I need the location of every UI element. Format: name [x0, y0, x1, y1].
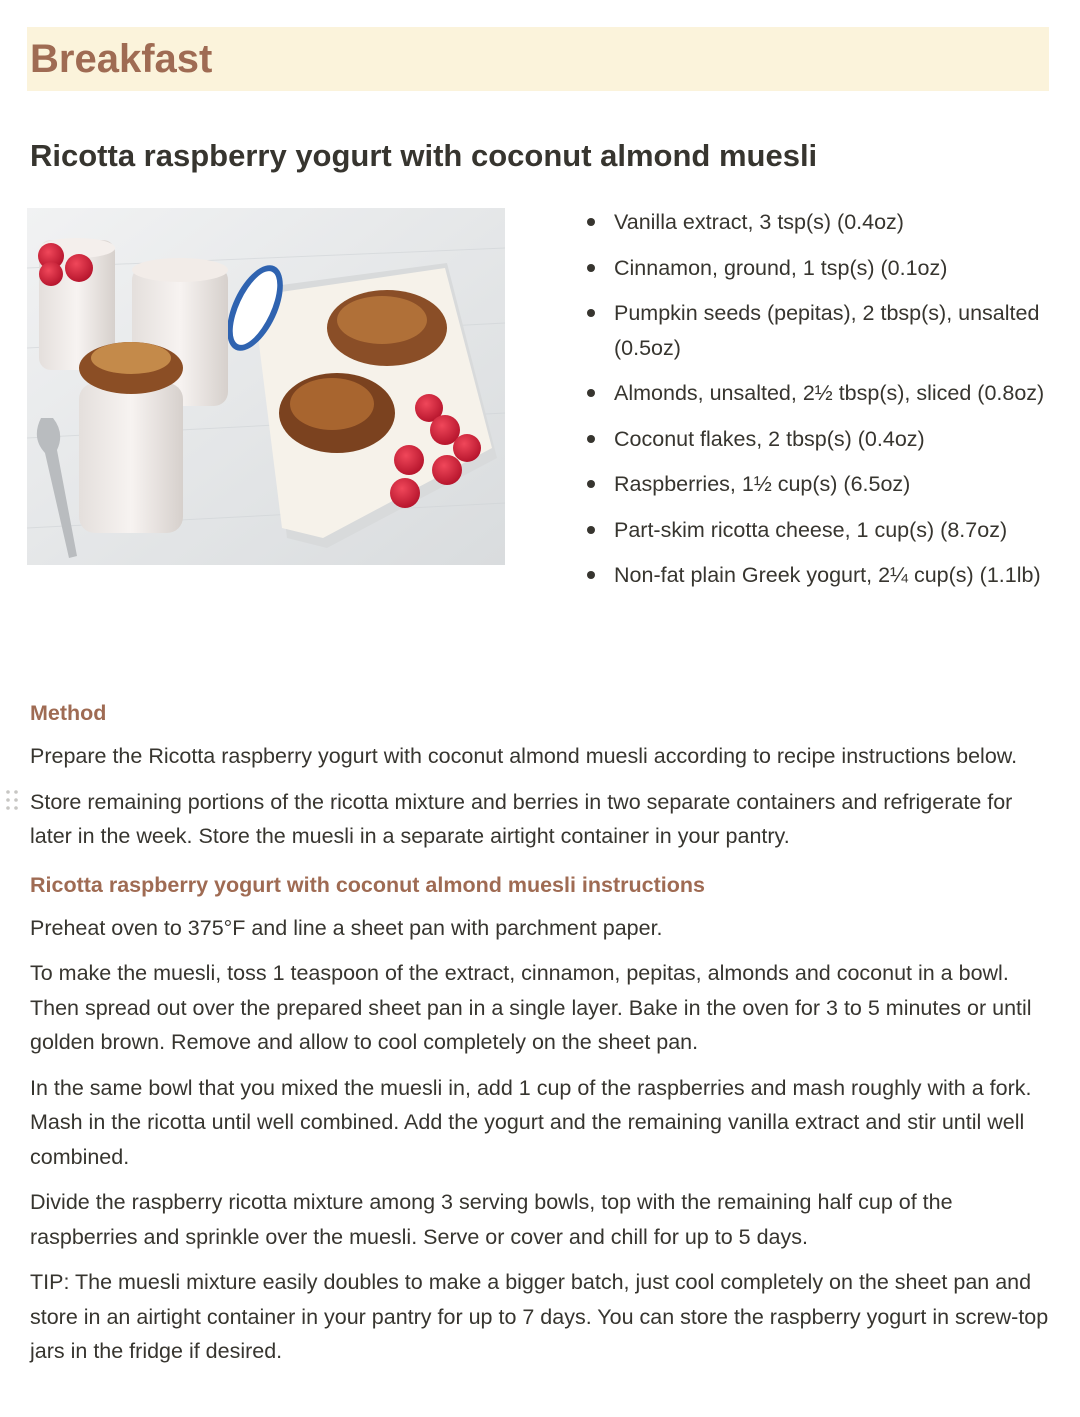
ingredients-list — [590, 205, 1060, 604]
recipe-photo[interactable] — [27, 208, 505, 565]
instruction-paragraph[interactable]: TIP: The muesli mixture easily doubles to make a bigger batch, just cool completely on the sheet pan and store in an airtight container in your pantry for up to 7 days. You can store the raspberry yogurt in screw-top jars in the fridge if desired. — [30, 1270, 1049, 1363]
page-banner — [27, 27, 1049, 91]
ingredient-item: Coconut flakes, 2 tbsp(s) (0.4oz) — [590, 422, 1060, 457]
method-paragraph: Store remaining portions of the ricotta mixture and berries in two separate containers and refrigerate for later in the week. Store the muesli in a separate airtight container in your pantry. — [30, 789, 1013, 848]
page-title: Breakfast — [30, 37, 213, 81]
ingredient-item: Part-skim ricotta cheese, 1 cup(s) (8.7oz) — [590, 513, 1060, 548]
drag-handle-icon[interactable] — [5, 789, 19, 811]
ingredient-item: Cinnamon, ground, 1 tsp(s) (0.1oz) — [590, 251, 1060, 286]
instruction-paragraph[interactable]: In the same bowl that you mixed the muesli in, add 1 cup of the raspberries and mash roughly with a fork. Mash in the ricotta until well combined. Add the yogurt and the remaining vanilla extract and stir until well combined. — [30, 1075, 1032, 1169]
recipe-content — [30, 693, 1050, 1380]
recipe-title: Ricotta raspberry yogurt with coconut almond muesli — [30, 138, 818, 173]
instruction-paragraph[interactable]: To make the muesli, toss 1 teaspoon of the extract, cinnamon, pepitas, almonds and coconut in a bowl. Then spread out over the prepared sheet pan in a single layer. Bake in the oven for 3 to 5 minutes or until golden brown. Remove and allow to cool completely on the sheet pan. — [30, 961, 1032, 1054]
ingredient-item: Raspberries, 1½ cup(s) (6.5oz) — [590, 467, 1060, 502]
method-paragraph-block[interactable] — [30, 785, 1050, 854]
method-heading: Method — [30, 701, 107, 725]
ingredient-item: Almonds, unsalted, 2½ tbsp(s), sliced (0.8oz) — [590, 376, 1060, 411]
instructions-heading: Ricotta raspberry yogurt with coconut almond muesli instructions — [30, 872, 705, 897]
ingredient-item: Vanilla extract, 3 tsp(s) (0.4oz) — [590, 205, 1060, 240]
instruction-paragraph[interactable]: Preheat oven to 375°F and line a sheet pan with parchment paper. — [30, 915, 663, 940]
method-paragraph[interactable]: Prepare the Ricotta raspberry yogurt with coconut almond muesli according to recipe instructions below. — [30, 744, 1018, 768]
ingredient-item: Non-fat plain Greek yogurt, 2¼ cup(s) (1.1lb) — [590, 558, 1060, 593]
recipe-photo-illustration — [27, 208, 505, 565]
instruction-paragraph[interactable]: Divide the raspberry ricotta mixture among 3 serving bowls, top with the remaining half cup of the raspberries and sprinkle over the muesli. Serve or cover and chill for up to 5 days. — [30, 1190, 953, 1249]
ingredient-item: Pumpkin seeds (pepitas), 2 tbsp(s), unsalted (0.5oz) — [590, 296, 1060, 365]
